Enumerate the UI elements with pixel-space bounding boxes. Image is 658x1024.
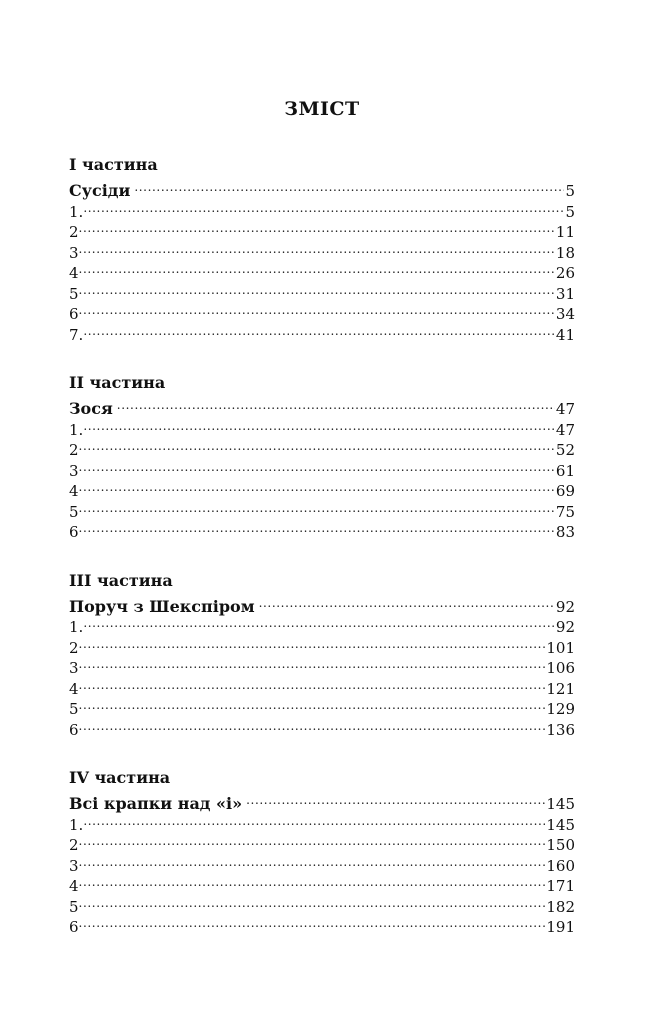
section-entry[interactable]: [69, 653, 575, 677]
section-number: 4: [69, 482, 79, 500]
section-entry[interactable]: [69, 258, 575, 282]
page-number: 69: [555, 482, 575, 500]
section-number: 1.: [69, 420, 84, 439]
section-number: 1.: [69, 815, 84, 834]
dot-leader: [117, 394, 555, 414]
section-number: 2: [69, 441, 79, 459]
dot-leader: [83, 415, 555, 435]
section-number: 5: [69, 700, 79, 718]
dot-leader: [79, 497, 555, 517]
section-number: 2: [69, 638, 79, 657]
section-entry[interactable]: [69, 238, 575, 262]
chapter-entry[interactable]: [69, 592, 575, 616]
section-number: 1.: [69, 618, 84, 636]
section-entry[interactable]: [69, 320, 575, 344]
section-entry[interactable]: [69, 415, 575, 439]
chapter-title: Всі крапки над «і»: [69, 794, 243, 813]
page-number: 106: [546, 659, 575, 677]
section-entry[interactable]: [69, 456, 575, 480]
section-number: 6: [69, 523, 79, 541]
page-number: 41: [555, 325, 575, 344]
page-number: 75: [555, 502, 575, 521]
page-number: 121: [546, 679, 575, 698]
section-number: 3: [69, 659, 79, 677]
part-heading: І частина: [69, 155, 158, 174]
dot-leader: [83, 612, 555, 632]
part-2: [69, 372, 575, 541]
page-number: 145: [546, 815, 575, 834]
part-4: [69, 767, 575, 936]
part-1: [69, 154, 575, 344]
page-number: 5: [565, 182, 575, 200]
page-number: 31: [555, 284, 575, 303]
dot-leader: [83, 197, 564, 217]
dot-leader: [79, 694, 546, 714]
chapter-title: Поруч з Шекспіром: [69, 596, 255, 616]
dot-leader: [79, 674, 546, 694]
section-entry[interactable]: [69, 612, 575, 636]
part-heading: IV частина: [69, 768, 171, 787]
page-number: 5: [565, 202, 575, 221]
chapter-entry[interactable]: [69, 394, 575, 418]
section-entry[interactable]: [69, 851, 575, 875]
dot-leader: [79, 892, 546, 912]
dot-leader: [79, 830, 546, 850]
dot-leader: [79, 258, 555, 278]
section-entry[interactable]: [69, 674, 575, 698]
page-number: 92: [555, 597, 575, 616]
dot-leader: [83, 810, 545, 830]
page-number: 101: [546, 638, 575, 657]
page-number: 52: [555, 441, 575, 459]
dot-leader: [79, 517, 555, 537]
dot-leader: [259, 592, 555, 612]
page-number: 34: [555, 305, 575, 323]
section-number: 5: [69, 284, 79, 303]
section-entry[interactable]: [69, 810, 575, 834]
section-entry[interactable]: [69, 871, 575, 895]
section-number: 6: [69, 918, 79, 936]
page-number: 150: [546, 836, 575, 854]
section-entry[interactable]: [69, 715, 575, 739]
section-number: 7.: [69, 325, 84, 344]
section-entry[interactable]: [69, 476, 575, 500]
section-number: 2: [69, 836, 79, 854]
dot-leader: [79, 435, 555, 455]
section-number: 4: [69, 264, 79, 282]
table-of-contents: [69, 96, 575, 965]
page-number: 47: [555, 420, 575, 439]
page-number: 26: [555, 264, 575, 282]
dot-leader: [79, 299, 555, 319]
page-number: 191: [546, 918, 575, 936]
section-number: 6: [69, 305, 79, 323]
dot-leader: [79, 476, 555, 496]
section-entry[interactable]: [69, 912, 575, 936]
section-entry[interactable]: [69, 279, 575, 303]
dot-leader: [246, 789, 545, 809]
page-number: 18: [555, 243, 575, 262]
section-number: 3: [69, 856, 79, 875]
section-entry[interactable]: [69, 633, 575, 657]
dot-leader: [83, 320, 555, 340]
section-entry[interactable]: [69, 892, 575, 916]
page-number: 182: [546, 897, 575, 916]
dot-leader: [79, 633, 546, 653]
page-number: 11: [555, 223, 575, 241]
dot-leader: [79, 653, 546, 673]
chapter-title: Сусіди: [69, 181, 131, 200]
dot-leader: [79, 912, 546, 932]
section-number: 1.: [69, 202, 84, 221]
page-number: 129: [546, 700, 575, 718]
dot-leader: [134, 176, 564, 196]
chapter-entry[interactable]: [69, 789, 575, 813]
dot-leader: [79, 871, 546, 891]
section-entry[interactable]: [69, 197, 575, 221]
section-number: 5: [69, 502, 79, 521]
section-number: 2: [69, 223, 79, 241]
section-entry[interactable]: [69, 517, 575, 541]
chapter-entry[interactable]: [69, 176, 575, 200]
dot-leader: [79, 279, 555, 299]
section-entry[interactable]: [69, 217, 575, 241]
dot-leader: [79, 456, 555, 476]
page-number: 92: [555, 618, 575, 636]
dot-leader: [79, 715, 546, 735]
section-number: 3: [69, 243, 79, 262]
dot-leader: [79, 851, 546, 871]
dot-leader: [79, 217, 555, 237]
page-number: 83: [555, 523, 575, 541]
page-number: 171: [546, 877, 575, 895]
section-entry[interactable]: [69, 299, 575, 323]
page-number: 160: [546, 856, 575, 875]
dot-leader: [79, 238, 555, 258]
page-number: 47: [555, 400, 575, 418]
section-number: 4: [69, 877, 79, 895]
part-heading: ІІ частина: [69, 373, 166, 392]
section-entry[interactable]: [69, 435, 575, 459]
section-entry[interactable]: [69, 830, 575, 854]
section-number: 3: [69, 461, 79, 480]
page-title: ЗМІСТ: [284, 98, 360, 120]
section-number: 6: [69, 720, 79, 739]
part-3: [69, 570, 575, 739]
section-entry[interactable]: [69, 694, 575, 718]
section-number: 4: [69, 679, 79, 698]
page-number: 145: [546, 795, 575, 813]
section-entry[interactable]: [69, 497, 575, 521]
section-number: 5: [69, 897, 79, 916]
page-number: 61: [555, 461, 575, 480]
part-heading: ІІІ частина: [69, 570, 173, 590]
page-number: 136: [546, 720, 575, 739]
chapter-title: Зося: [69, 399, 113, 418]
